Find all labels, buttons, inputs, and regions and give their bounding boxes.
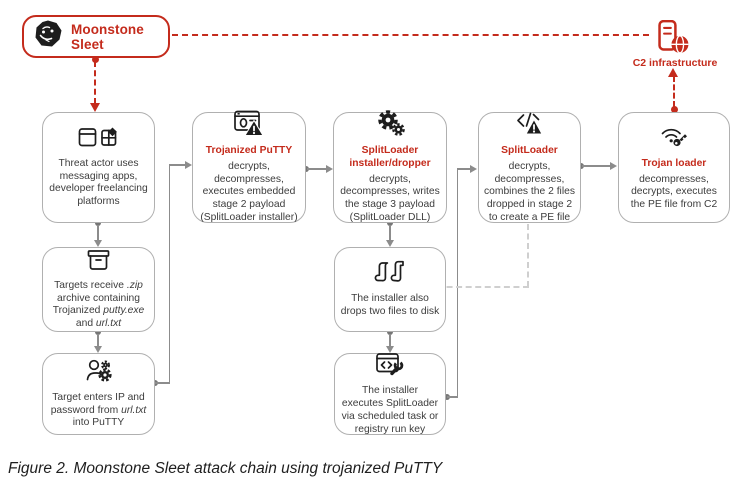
- step-text: decrypts, decompresses, executes embedded stage 2 payload (SplitLoader installer): [200, 160, 299, 223]
- window-code-wrench-icon: [375, 352, 405, 383]
- archive-box-icon: [85, 248, 112, 277]
- connector-box1-box2: [97, 225, 99, 241]
- user-gears-icon: [85, 358, 113, 389]
- connector-box7-box8: [457, 168, 471, 170]
- arrowhead: [90, 103, 100, 112]
- step-text: decrypts, decompresses, combines the 2 files dropped in stage 2 to create a PE file: [484, 160, 578, 223]
- connector-box3-box4: [169, 164, 171, 383]
- moonstone-sleet-node: [22, 15, 170, 58]
- step-title: SplitLoader installer/dropper: [349, 145, 431, 169]
- step-executes-splitloader: [334, 353, 446, 435]
- scrolls-icon: [372, 260, 409, 290]
- arrowhead: [470, 165, 477, 173]
- arrowhead: [94, 346, 102, 353]
- connector-actor-to-c2: [172, 34, 649, 36]
- step-threat-actor: [42, 112, 155, 223]
- step-text: Target enters IP and password from url.txt into PuTTY: [50, 391, 150, 429]
- connector-trojan-loader-to-c2: [673, 76, 675, 107]
- step-text: Targets receive .zip archive containing Trojanized putty.exe and url.txt: [52, 279, 148, 330]
- wifi-key-icon: [659, 123, 689, 155]
- step-drops-files: [334, 247, 446, 332]
- arrowhead: [326, 165, 333, 173]
- step-splitloader: [478, 112, 581, 223]
- step-text: Threat actor uses messaging apps, developer freelancing platforms: [49, 157, 151, 208]
- step-title: Trojanized PuTTY: [205, 145, 293, 157]
- messaging-apps-icon: [78, 126, 120, 155]
- connector-box7-box8: [457, 168, 459, 397]
- step-text: The installer also drops two files to disk: [340, 293, 440, 317]
- step-splitloader-installer: [333, 112, 447, 223]
- step-text: decompresses, decrypts, executes the PE file from C2: [630, 173, 720, 211]
- step-zip-archive: [42, 247, 155, 332]
- arrowhead: [185, 161, 192, 169]
- step-trojanized-putty: [192, 112, 306, 223]
- connector-box8-box6-dashed: [527, 224, 529, 287]
- connector-actor-to-threat-actor: [94, 61, 96, 104]
- arrowhead: [610, 162, 617, 170]
- connector-box5-box6: [389, 225, 391, 241]
- connector-box8-box9: [582, 165, 610, 167]
- step-text: The installer executes SplitLoader via scheduled task or registry run key: [341, 385, 442, 435]
- step-trojan-loader: [618, 112, 730, 223]
- step-target-enters: [42, 353, 155, 435]
- connector-box4-box5: [307, 168, 326, 170]
- actor-label: Moonstone Sleet: [71, 21, 144, 52]
- figure-caption: Figure 2. Moonstone Sleet attack chain using trojanized PuTTY: [8, 460, 443, 477]
- connector-box8-box6-dashed: [437, 286, 529, 288]
- step-title: SplitLoader: [501, 145, 558, 157]
- moonstone-sleet-icon: [33, 19, 63, 54]
- step-title: Trojan loader: [641, 157, 707, 169]
- step-text: decrypts, decompresses, writes the stage 3 payload (SplitLoader DLL): [340, 173, 443, 223]
- gears-icon: [375, 110, 406, 142]
- arrowhead: [94, 240, 102, 247]
- code-warning-icon: [515, 110, 545, 142]
- c2-label: C2 infrastructure: [632, 57, 718, 69]
- server-globe-icon: [651, 20, 693, 59]
- arrowhead: [386, 240, 394, 247]
- connector-box3-box4: [169, 164, 186, 166]
- window-warning-icon: [233, 110, 265, 142]
